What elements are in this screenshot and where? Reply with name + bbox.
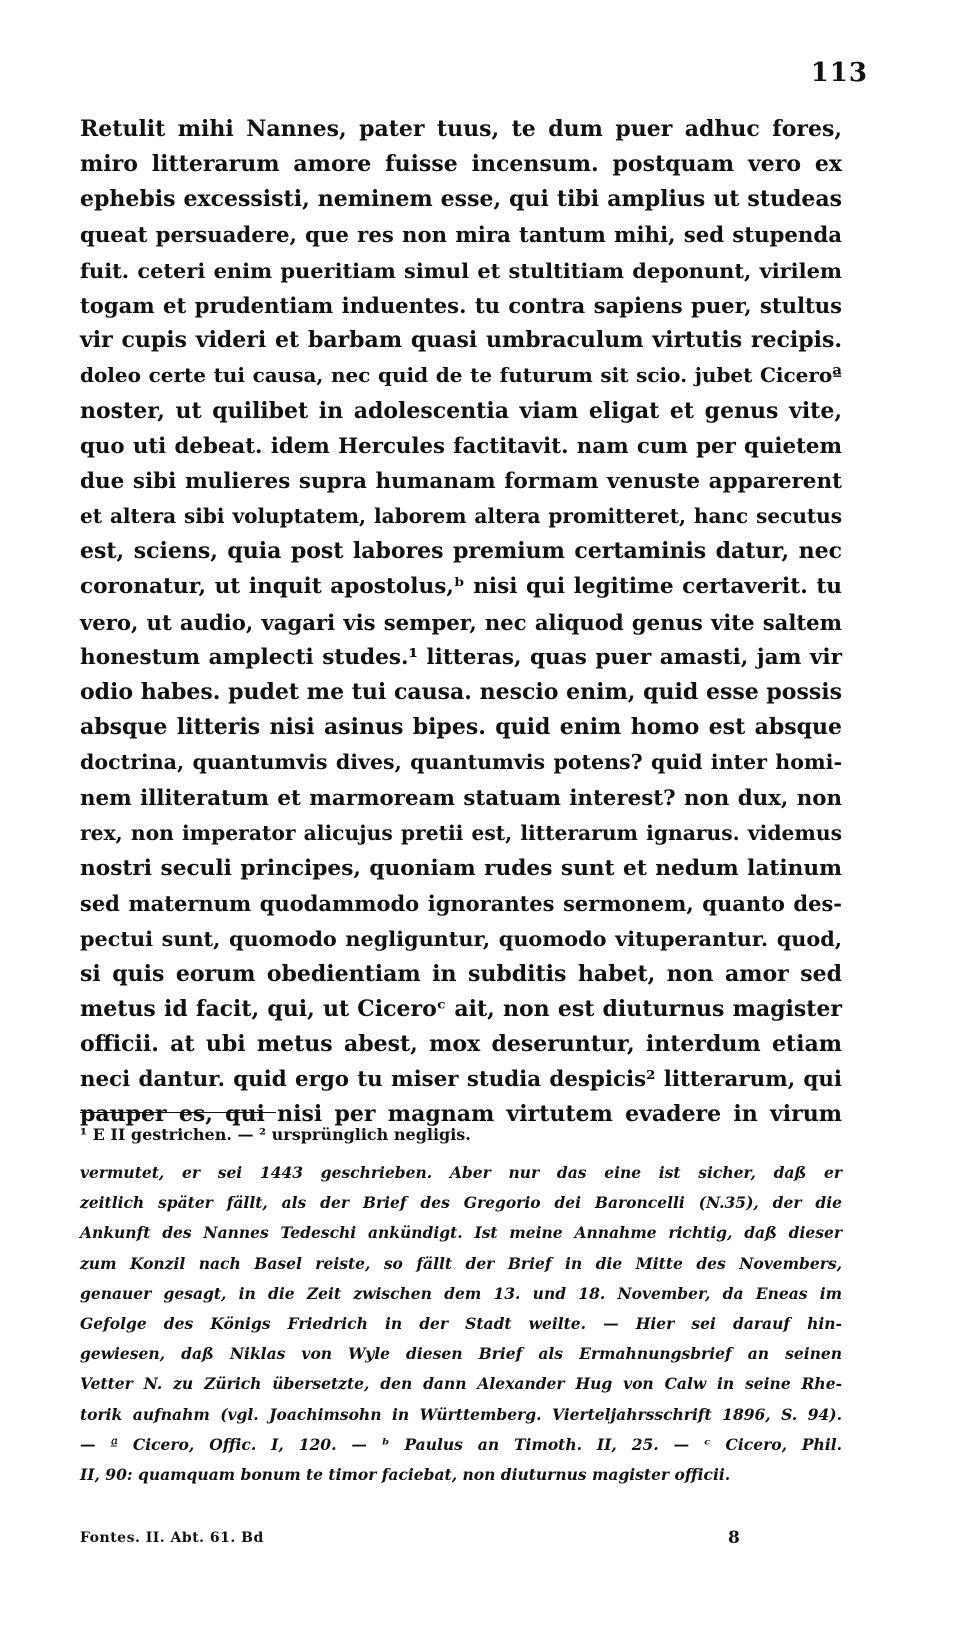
footnote-rule: [80, 1112, 276, 1113]
commentary-line: vermutet, er sei 1443 geschrieben. Aber nur das eine ist sicher, daß er: [80, 1163, 842, 1182]
commentary-line: genauer gesagt, in die Zeit zwischen dem 13. und 18. November, da Eneas im: [80, 1283, 842, 1303]
text-line: sed maternum quodammodo ignorantes sermonem, quanto des-: [80, 891, 842, 917]
text-line: est, sciens, quia post labores premium certaminis datur, nec: [80, 538, 842, 565]
text-line: Retulit mihi Nannes, pater tuus, te dum puer adhuc fores,: [80, 116, 842, 142]
commentary-line: Gefolge des Königs Friedrich in der Stadt weilte. — Hier sei darauf hin-: [80, 1313, 842, 1333]
commentary-line: — ª Cicero, Offic. I, 120. — ᵇ Paulus an Timoth. II, 25. — ᶜ Cicero, Phil.: [80, 1434, 842, 1454]
text-line: noster, ut quilibet in adolescentia viam eligat et genus vite,: [80, 397, 842, 424]
text-line: vero, ut audio, vagari vis semper, nec aliquod genus vite saltem: [80, 609, 842, 635]
commentary-line: zum Konzil nach Basel reiste, so fällt der Brief in die Mitte des Novembers,: [80, 1253, 842, 1273]
text-line: et altera sibi voluptatem, laborem altera promitteret, hanc secutus: [80, 504, 842, 529]
commentary-line: gewiesen, daß Niklas von Wyle diesen Brief als Ermahnungsbrief an seinen: [80, 1344, 842, 1364]
commentary-line: Ankunft des Nannes Tedeschi ankündigt. Ist meine Annahme richtig, daß dieser: [80, 1223, 842, 1243]
text-line: nem illiteratum et marmoream statuam interest? non dux, non: [80, 785, 842, 811]
text-line: due sibi mulieres supra humanam formam venuste apparerent: [80, 468, 842, 494]
text-line: quo uti debeat. idem Hercules factitavit. nam cum per quietem: [80, 433, 842, 459]
text-line: queat persuadere, que res non mira tantum mihi, sed stupenda: [80, 222, 842, 248]
apparatus-footnote: ¹ E II gestrichen. — ² ursprünglich negligis.: [80, 1125, 471, 1144]
commentary-line: Vetter N. zu Zürich übersetzte, den dann Alexander Hug von Calw in seine Rhe-: [80, 1374, 842, 1394]
text-line: nostri seculi principes, quoniam rudes sunt et nedum latinum: [80, 855, 842, 881]
commentary-line: zeitlich später fällt, als der Brief des Gregorio dei Baroncelli (N.35), der die: [80, 1193, 842, 1213]
text-line: honestum amplecti studes.¹ litteras, quas puer amasti, jam vir: [80, 644, 842, 670]
text-line: rex, non imperator alicujus pretii est, litterarum ignarus. videmus: [80, 820, 842, 845]
text-line: doleo certe tui causa, nec quid de te futurum sit scio. jubet Ciceroª: [80, 363, 842, 388]
text-line: pauper es, qui nisi per magnam virtutem evadere in virum: [80, 1101, 842, 1128]
commentary-line: II, 90: quamquam bonum te timor faciebat, non diuturnus magister officii.: [80, 1464, 731, 1484]
text-line: neci dantur. quid ergo tu miser studia despicis² litterarum, qui: [80, 1067, 842, 1093]
text-line: metus id facit, qui, ut Ciceroᶜ ait, non est diuturnus magister: [80, 995, 842, 1022]
commentary-footnotes: [80, 1158, 842, 1490]
main-text: [80, 112, 842, 1132]
text-line: pectui sunt, quomodo negliguntur, quomodo vituperantur. quod,: [80, 926, 842, 952]
text-line: coronatur, ut inquit apostolus,ᵇ nisi qui legitime certaverit. tu: [80, 574, 842, 600]
signature-number: 8: [728, 1528, 740, 1548]
text-line: si quis eorum obedientiam in subditis habet, non amor sed: [80, 960, 842, 987]
text-line: officii. at ubi metus abest, mox deseruntur, interdum etiam: [80, 1030, 842, 1057]
printer-signature: Fontes. II. Abt. 61. Bd: [80, 1530, 264, 1546]
text-line: absque litteris nisi asinus bipes. quid enim homo est absque: [80, 714, 842, 741]
text-line: ephebis excessisti, neminem esse, qui tibi amplius ut studeas: [80, 186, 842, 213]
page-number: 113: [810, 58, 868, 88]
text-line: doctrina, quantumvis dives, quantumvis potens? quid inter homi-: [80, 750, 842, 775]
text-line: togam et prudentiam induentes. tu contra sapiens puer, stultus: [80, 292, 842, 318]
text-line: vir cupis videri et barbam quasi umbraculum virtutis recipis.: [80, 327, 842, 354]
text-line: miro litterarum amore fuisse incensum. postquam vero ex: [80, 151, 842, 178]
text-line: odio habes. pudet me tui causa. nescio enim, quid esse possis: [80, 679, 842, 705]
commentary-line: torik aufnahm (vgl. Joachimsohn in Württemberg. Vierteljahrsschrift 1896, S. 94).: [80, 1404, 842, 1424]
text-line: fuit. ceteri enim pueritiam simul et stultitiam deponunt, virilem: [80, 257, 842, 283]
